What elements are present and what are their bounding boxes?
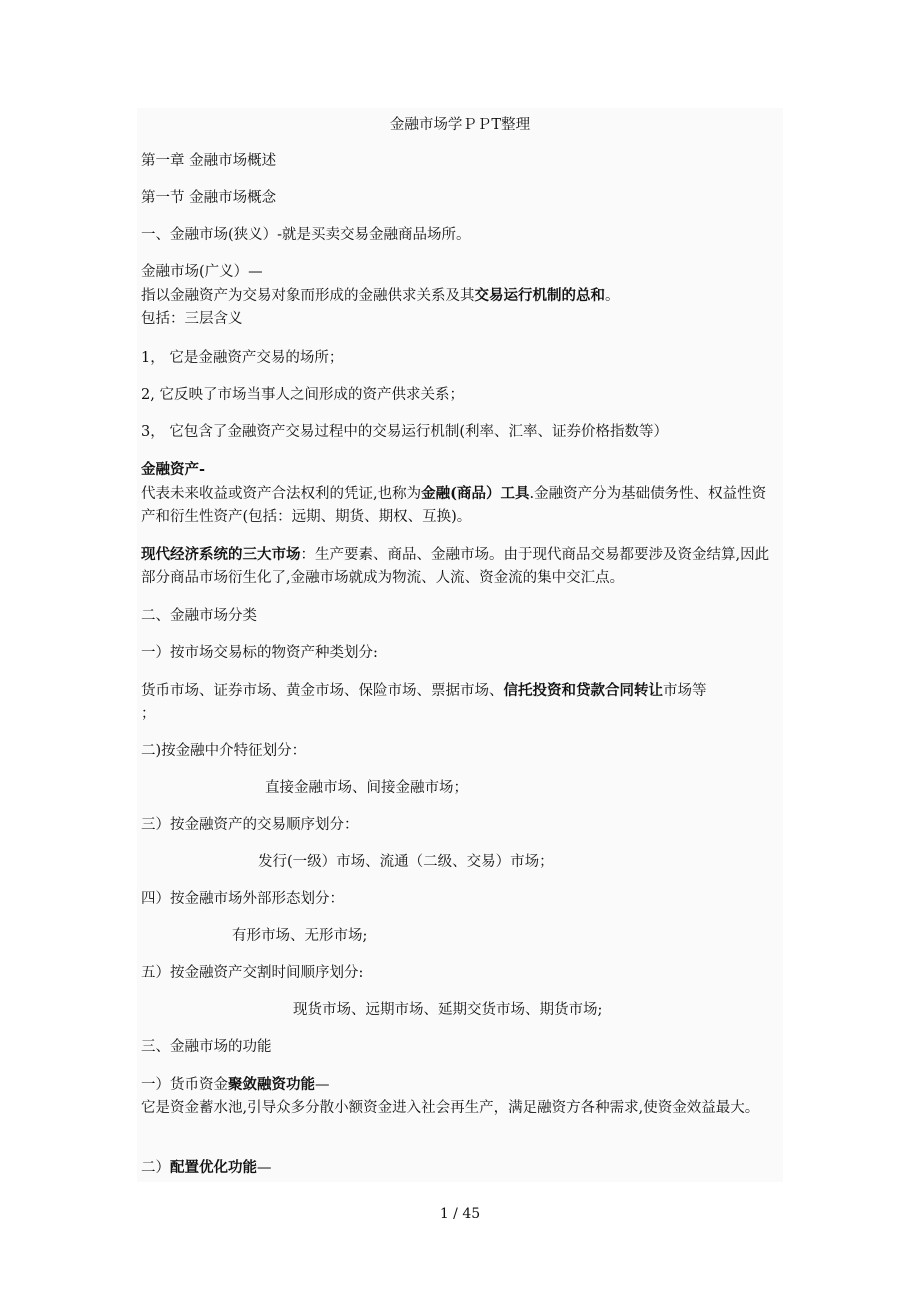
three-markets-heading: 现代经济系统的三大市场 <box>141 546 301 563</box>
three-meanings: 包括：三层含义 <box>141 311 243 327</box>
classification-4-detail: 有形市场、无形市场; <box>232 928 368 944</box>
broad-definition <box>141 261 777 331</box>
section-heading: 第一节 金融市场概念 <box>141 190 277 206</box>
classification-4: 四）按金融市场外部形态划分： <box>141 891 344 907</box>
page-number: 1 / 45 <box>439 1206 481 1222</box>
classification-heading: 二、金融市场分类 <box>141 608 257 624</box>
classification-2-detail: 直接金融市场、间接金融市场； <box>265 780 468 796</box>
classification-3: 三）按金融资产的交易顺序划分： <box>141 817 359 833</box>
three-markets-paragraph: 现代经济系统的三大市场：生产要素、商品、金融市场。由于现代商品交易都要涉及资金结算,因此部分商品市场衍生化了,金融市场就成为物流、人流、资金流的集中交汇点。 <box>141 546 770 586</box>
classification-5-detail: 现货市场、远期市场、延期交货市场、期货市场; <box>293 1002 603 1018</box>
classification-5: 五）按金融资产交割时间顺序划分: <box>141 965 364 981</box>
classification-3-detail: 发行(一级）市场、流通（二级、交易）市场； <box>258 854 554 870</box>
functions-heading: 三、金融市场的功能 <box>141 1039 272 1055</box>
classification-2: 二)按金融中介特征划分： <box>141 743 307 759</box>
document-title: 金融市场学ＰＰT整理 <box>389 117 531 133</box>
function-2: 二）配置优化功能— <box>141 1159 272 1176</box>
financial-asset-heading: 金融资产- <box>141 461 206 478</box>
meaning-item-3: 3， 它包含了金融资产交易过程中的交易运行机制(利率、汇率、证券价格指数等） <box>141 424 668 440</box>
narrow-definition: 一、金融市场(狭义）-就是买卖交易金融商品场所。 <box>141 227 471 243</box>
financial-asset-text: 代表未来收益或资产合法权利的凭证,也称为金融(商品）工具.金融资产分为基础债务性、权益性资产和衍生性资产(包括：远期、期货、期权、互换)。 <box>141 485 767 525</box>
broad-definition-text: 指以金融资产为交易对象而形成的金融供求关系及其交易运行机制的总和。 <box>141 287 620 304</box>
function-1: 一）货币资金聚敛融资功能— 它是资金蓄水池,引导众多分散小额资金进入社会再生产，满足融资方各种需求,使资金效益最大。 <box>141 1073 777 1120</box>
meaning-item-2: 2, 它反映了市场当事人之间形成的资产供求关系； <box>141 387 464 403</box>
broad-definition-label: 金融市场(广义）— <box>141 264 263 280</box>
function-1-detail: 它是资金蓄水池,引导众多分散小额资金进入社会再生产，满足融资方各种需求,使资金效益最大。 <box>141 1100 760 1116</box>
meaning-item-1: 1， 它是金融资产交易的场所； <box>141 350 344 366</box>
financial-asset-paragraph <box>141 458 777 529</box>
classification-1: 一）按市场交易标的物资产种类划分: <box>141 645 378 661</box>
chapter-heading: 第一章 金融市场概述 <box>141 153 277 169</box>
classification-1-detail: 货币市场、证券市场、黄金市场、保险市场、票据市场、信托投资和贷款合同转让市场等 ； <box>141 682 707 722</box>
